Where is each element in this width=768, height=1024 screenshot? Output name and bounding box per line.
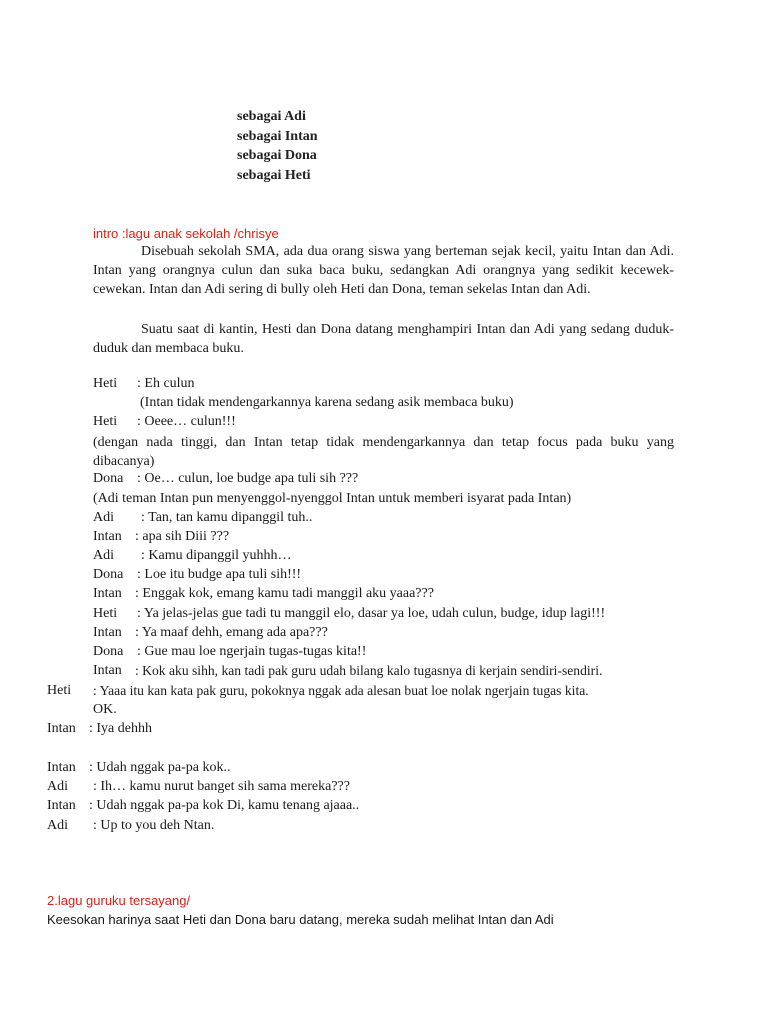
dialogue-speaker: Intan <box>47 721 76 736</box>
dialogue-line: : Enggak kok, emang kamu tadi manggil aku yaaa??? <box>135 586 434 601</box>
dialogue-speaker: Intan <box>47 798 76 813</box>
dialogue-line: : Kamu dipanggil yuhhh… <box>141 548 292 563</box>
dialogue-speaker: Intan <box>93 663 122 678</box>
dialogue-line: : Ya maaf dehh, emang ada apa??? <box>135 625 328 640</box>
dialogue-line: : Kok aku sihh, kan tadi pak guru udah bilang kalo tugasnya di kerjain sendiri-sendiri. <box>135 663 603 678</box>
dialogue-speaker: Intan <box>93 586 122 601</box>
dialogue-line-continuation: OK. <box>93 702 117 717</box>
dialogue-line: : Eh culun <box>137 376 195 391</box>
dialogue-line: : Ya jelas-jelas gue tadi tu manggil elo, dasar ya loe, udah culun, budge, idup lagi!!! <box>137 606 606 621</box>
dialogue-line: : apa sih Diii ??? <box>135 529 230 544</box>
dialogue-speaker: Dona <box>93 644 124 659</box>
dialogue-speaker: Heti <box>93 376 118 391</box>
section-2-text: Keesokan harinya saat Heti dan Dona baru datang, mereka sudah melihat Intan dan Adi <box>47 912 554 927</box>
dialogue-speaker: Intan <box>47 760 76 775</box>
dialogue-speaker: Dona <box>93 471 124 486</box>
dialogue-line: : Oeee… culun!!! <box>137 414 236 429</box>
dialogue-line: : Tan, tan kamu dipanggil tuh.. <box>141 510 313 525</box>
dialogue-line: : Up to you deh Ntan. <box>93 818 215 833</box>
dialogue-speaker: Heti <box>93 606 118 621</box>
stage-direction: (Adi teman Intan pun menyenggol-nyenggol Intan untuk memberi isyarat pada Intan) <box>93 491 572 506</box>
stage-direction: (dengan nada tinggi, dan Intan tetap tidak mendengarkannya dan tetap focus pada buku yang dibacanya) <box>93 435 674 469</box>
narration-paragraph-2: Suatu saat di kantin, Hesti dan Dona datang menghampiri Intan dan Adi yang sedang duduk-duduk dan membaca buku. <box>93 322 674 356</box>
dialogue-speaker: Adi <box>93 510 114 525</box>
dialogue-speaker: Dona <box>93 567 124 582</box>
dialogue-speaker: Heti <box>93 414 118 429</box>
stage-direction: (Intan tidak mendengarkannya karena sedang asik membaca buku) <box>140 395 514 410</box>
cast-line-heti: sebagai Heti <box>237 168 311 183</box>
dialogue-speaker: Intan <box>93 625 122 640</box>
dialogue-speaker: Adi <box>47 779 68 794</box>
intro-heading: intro :lagu anak sekolah /chrisye <box>93 226 279 241</box>
dialogue-line: : Yaaa itu kan kata pak guru, pokoknya nggak ada alesan buat loe nolak ngerjain tugas kita. <box>93 683 589 698</box>
dialogue-line: : Loe itu budge apa tuli sih!!! <box>137 567 302 582</box>
dialogue-line: : Gue mau loe ngerjain tugas-tugas kita!! <box>137 644 367 659</box>
dialogue-speaker: Adi <box>47 818 68 833</box>
dialogue-speaker: Adi <box>93 548 114 563</box>
dialogue-line: : Udah nggak pa-pa kok.. <box>89 760 231 775</box>
dialogue-line: : Iya dehhh <box>89 721 152 736</box>
cast-line-adi: sebagai Adi <box>237 109 306 124</box>
cast-line-dona: sebagai Dona <box>237 148 317 163</box>
dialogue-line: : Udah nggak pa-pa kok Di, kamu tenang ajaaa.. <box>89 798 360 813</box>
section-2-heading: 2.lagu guruku tersayang/ <box>47 893 191 908</box>
cast-line-intan: sebagai Intan <box>237 129 318 144</box>
dialogue-speaker: Intan <box>93 529 122 544</box>
dialogue-speaker: Heti <box>47 683 72 698</box>
dialogue-line: : Oe… culun, loe budge apa tuli sih ??? <box>137 471 359 486</box>
narration-paragraph-1: Disebuah sekolah SMA, ada dua orang siswa yang berteman sejak kecil, yaitu Intan dan Adi. Intan yang orangnya culun dan suka baca buku, sedangkan Adi orangnya yang sedikit kecewek-cewekan. Intan dan Adi sering di bully oleh Heti dan Dona, teman sekelas Intan dan Adi. <box>93 244 674 297</box>
dialogue-line: : Ih… kamu nurut banget sih sama mereka??? <box>93 779 350 794</box>
